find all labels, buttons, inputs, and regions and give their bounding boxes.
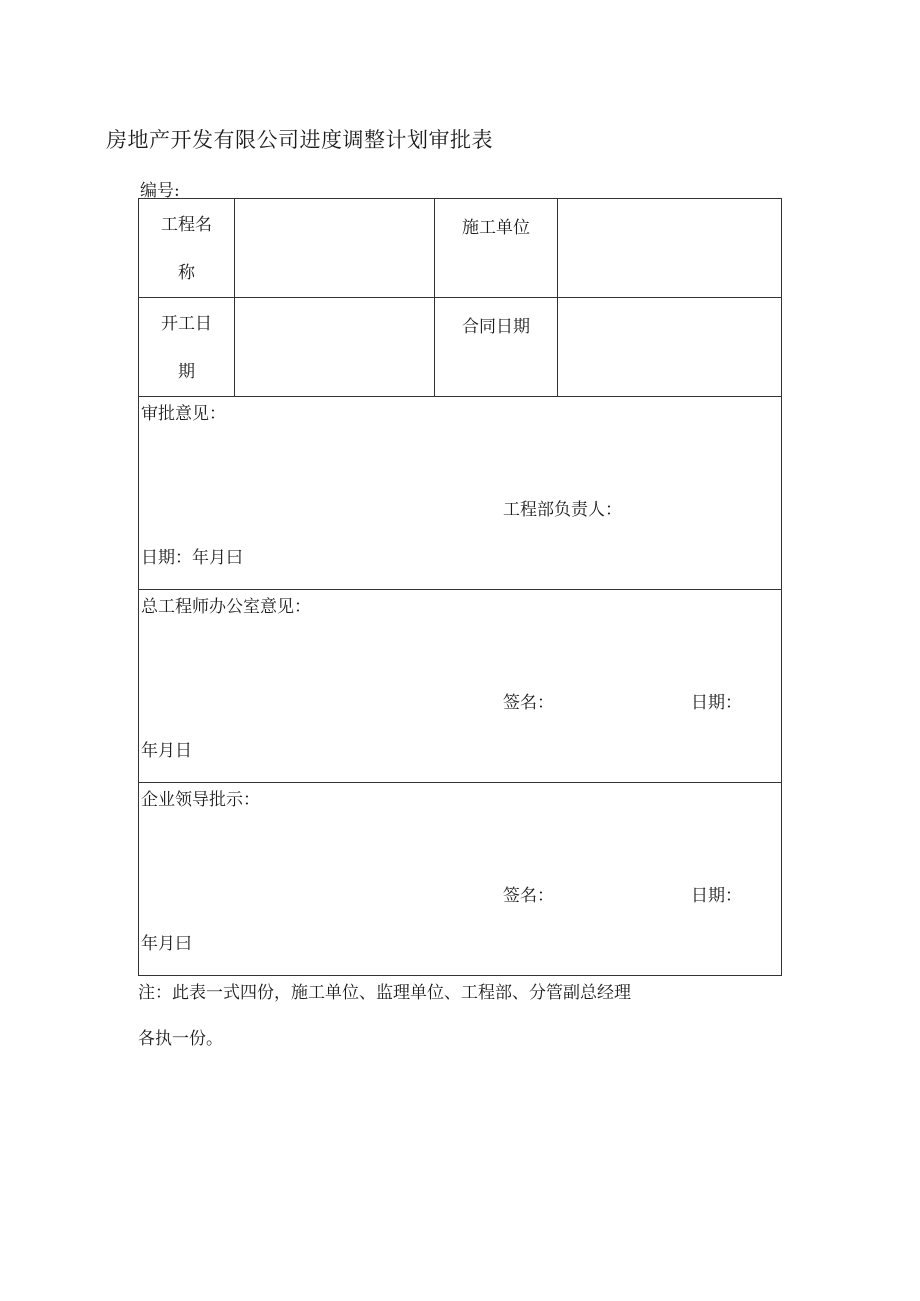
- start-date-label-line2: 期: [178, 362, 195, 382]
- project-name-value[interactable]: [235, 199, 435, 298]
- chief-engineer-sign-label: 签名：: [503, 693, 554, 713]
- chief-engineer-date-label: 日期：: [691, 693, 742, 713]
- chief-engineer-opinion-title: 总工程师办公室意见：: [141, 597, 311, 617]
- construction-unit-label: 施工单位: [435, 199, 558, 298]
- leadership-date: 年月曰: [141, 934, 192, 954]
- footer-note-line2: 各执一份。: [138, 1029, 223, 1049]
- start-date-row: [139, 298, 782, 397]
- chief-engineer-opinion-section[interactable]: [139, 590, 782, 783]
- footer-note-line1: 注：此表一式四份，施工单位、监理单位、工程部、分管副总经理: [138, 983, 631, 1003]
- start-date-label-line1: 开工日: [161, 314, 212, 334]
- chief-engineer-date: 年月日: [141, 741, 192, 761]
- approval-opinion-date: 日期：年月曰: [141, 548, 243, 568]
- leadership-sign-label: 签名：: [503, 886, 554, 906]
- project-name-label-line2: 称: [178, 263, 195, 283]
- chief-engineer-opinion-row: [139, 590, 782, 783]
- start-date-label: [139, 298, 235, 397]
- engineering-head-sign-label: 工程部负责人：: [503, 500, 622, 520]
- leadership-date-label: 日期：: [691, 886, 742, 906]
- start-date-value[interactable]: [235, 298, 435, 397]
- contract-date-value[interactable]: [558, 298, 782, 397]
- project-name-row: [139, 199, 782, 298]
- leadership-instruction-title: 企业领导批示：: [141, 790, 260, 810]
- construction-unit-value[interactable]: [558, 199, 782, 298]
- serial-number-label: 编号:: [140, 181, 180, 201]
- leadership-instruction-row: [139, 783, 782, 976]
- approval-opinion-row: [139, 397, 782, 590]
- form-title: 房地产开发有限公司进度调整计划审批表: [106, 128, 493, 152]
- leadership-instruction-section[interactable]: [139, 783, 782, 976]
- contract-date-label: 合同日期: [435, 298, 558, 397]
- project-name-label-line1: 工程名: [161, 215, 212, 235]
- approval-form-table: [138, 198, 782, 976]
- project-name-label: [139, 199, 235, 298]
- approval-opinion-section[interactable]: [139, 397, 782, 590]
- approval-opinion-title: 审批意见：: [141, 404, 226, 424]
